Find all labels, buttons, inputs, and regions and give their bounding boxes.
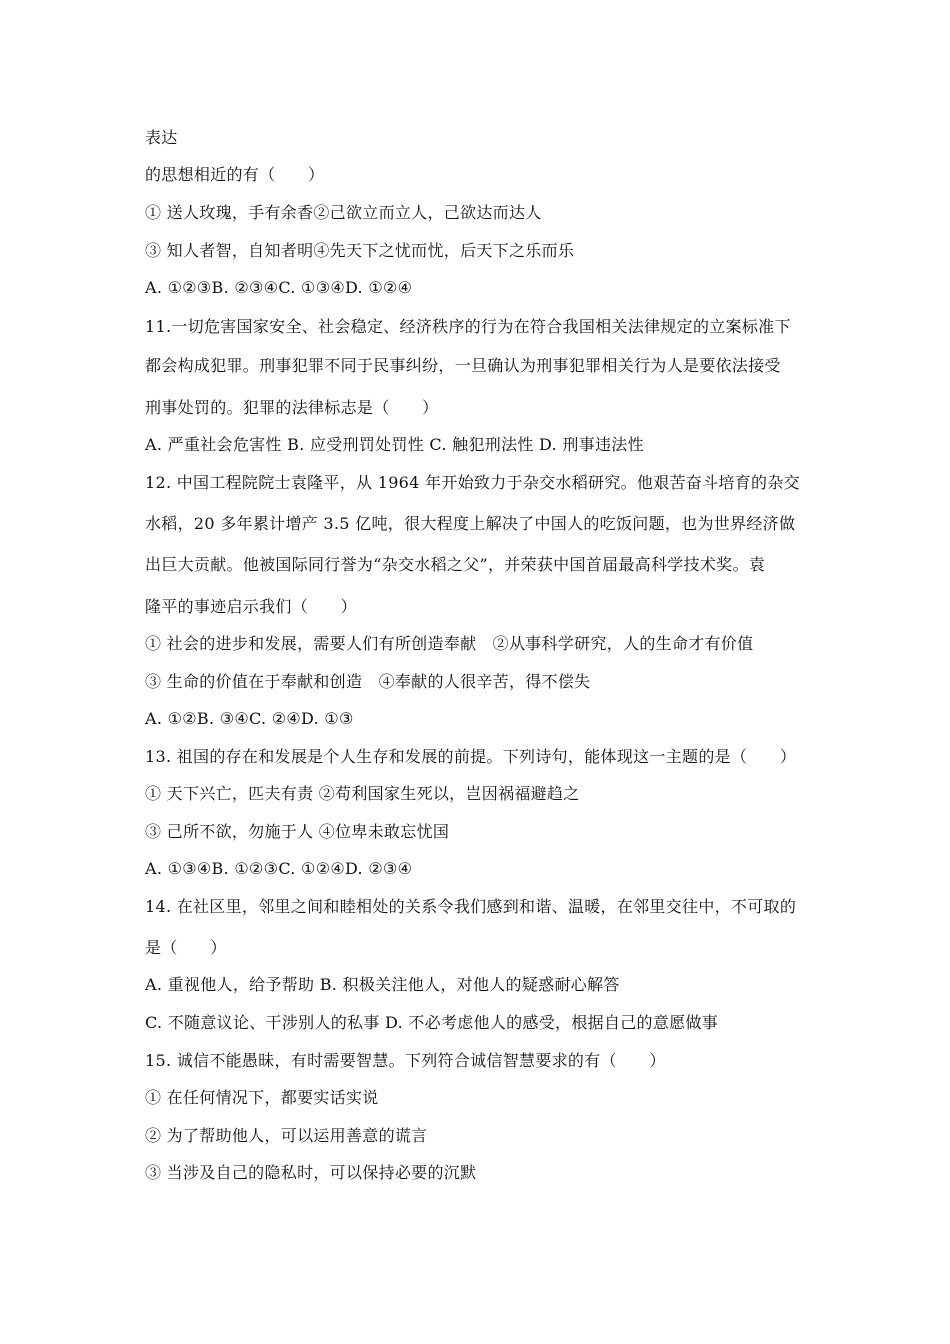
- text-line: 表达: [145, 128, 178, 147]
- question-15-statement: ③ 当涉及自己的隐私时，可以保持必要的沉默: [145, 1163, 477, 1182]
- question-12-line: 隆平的事迹启示我们（ ）: [145, 597, 357, 616]
- question-12-line: 12. 中国工程院院士袁隆平，从 1964 年开始致力于杂交水稻研究。他艰苦奋斗培育的杂交: [145, 473, 800, 492]
- question-12-statement: ③ 生命的价值在于奉献和创造 ④奉献的人很辛苦，得不偿失: [145, 672, 591, 691]
- question-11-line: 刑事处罚的。犯罪的法律标志是（ ）: [145, 398, 439, 417]
- question-12-line: 出巨大贡献。他被国际同行誉为“杂交水稻之父”，并荣获中国首届最高科学技术奖。袁: [145, 555, 766, 574]
- question-14-options: A. 重视他人，给予帮助 B. 积极关注他人，对他人的疑惑耐心解答: [145, 975, 620, 994]
- question-15-statement: ① 在任何情况下，都要实话实说: [145, 1088, 379, 1107]
- question-13-statement: ① 天下兴亡，匹夫有责 ②苟利国家生死以，岂因祸福避趋之: [145, 784, 580, 803]
- question-14-line: 是（ ）: [145, 938, 227, 957]
- question-13-line: 13. 祖国的存在和发展是个人生存和发展的前提。下列诗句，能体现这一主题的是（ ）: [145, 747, 797, 766]
- question-14-line: 14. 在社区里，邻里之间和睦相处的关系令我们感到和谐、温暖，在邻里交往中，不可取的: [145, 897, 797, 916]
- question-15-statement: ② 为了帮助他人，可以运用善意的谎言: [145, 1126, 428, 1145]
- text-line: ③ 知人者智，自知者明④先天下之忧而忧，后天下之乐而乐: [145, 241, 575, 260]
- question-12-statement: ① 社会的进步和发展，需要人们有所创造奉献 ②从事科学研究，人的生命才有价值: [145, 634, 754, 653]
- question-11-options: A. 严重社会危害性 B. 应受刑罚处罚性 C. 触犯刑法性 D. 刑事违法性: [145, 435, 644, 454]
- question-11-line: 都会构成犯罪。刑事犯罪不同于民事纠纷，一旦确认为刑事犯罪相关行为人是要依法接受: [145, 356, 781, 375]
- question-12-options: A. ①②B. ③④C. ②④D. ①③: [145, 709, 354, 728]
- text-line: ① 送人玫瑰，手有余香②己欲立而立人，己欲达而达人: [145, 203, 542, 222]
- text-line: A. ①②③B. ②③④C. ①③④D. ①②④: [145, 278, 413, 297]
- text-line: 的思想相近的有（ ）: [145, 165, 325, 184]
- question-13-options: A. ①③④B. ①②③C. ①②④D. ②③④: [145, 859, 413, 878]
- question-13-statement: ③ 己所不欲，勿施于人 ④位卑未敢忘忧国: [145, 822, 450, 841]
- question-15-line: 15. 诚信不能愚昧，有时需要智慧。下列符合诚信智慧要求的有（ ）: [145, 1051, 666, 1070]
- question-14-options: C. 不随意议论、干涉别人的私事 D. 不必考虑他人的感受，根据自己的意愿做事: [145, 1013, 719, 1032]
- question-11-line: 11.一切危害国家安全、社会稳定、经济秩序的行为在符合我国相关法律规定的立案标准下: [145, 317, 791, 336]
- question-12-line: 水稻，20 多年累计增产 3.5 亿吨，很大程度上解决了中国人的吃饭问题，也为世界经济做: [145, 514, 796, 533]
